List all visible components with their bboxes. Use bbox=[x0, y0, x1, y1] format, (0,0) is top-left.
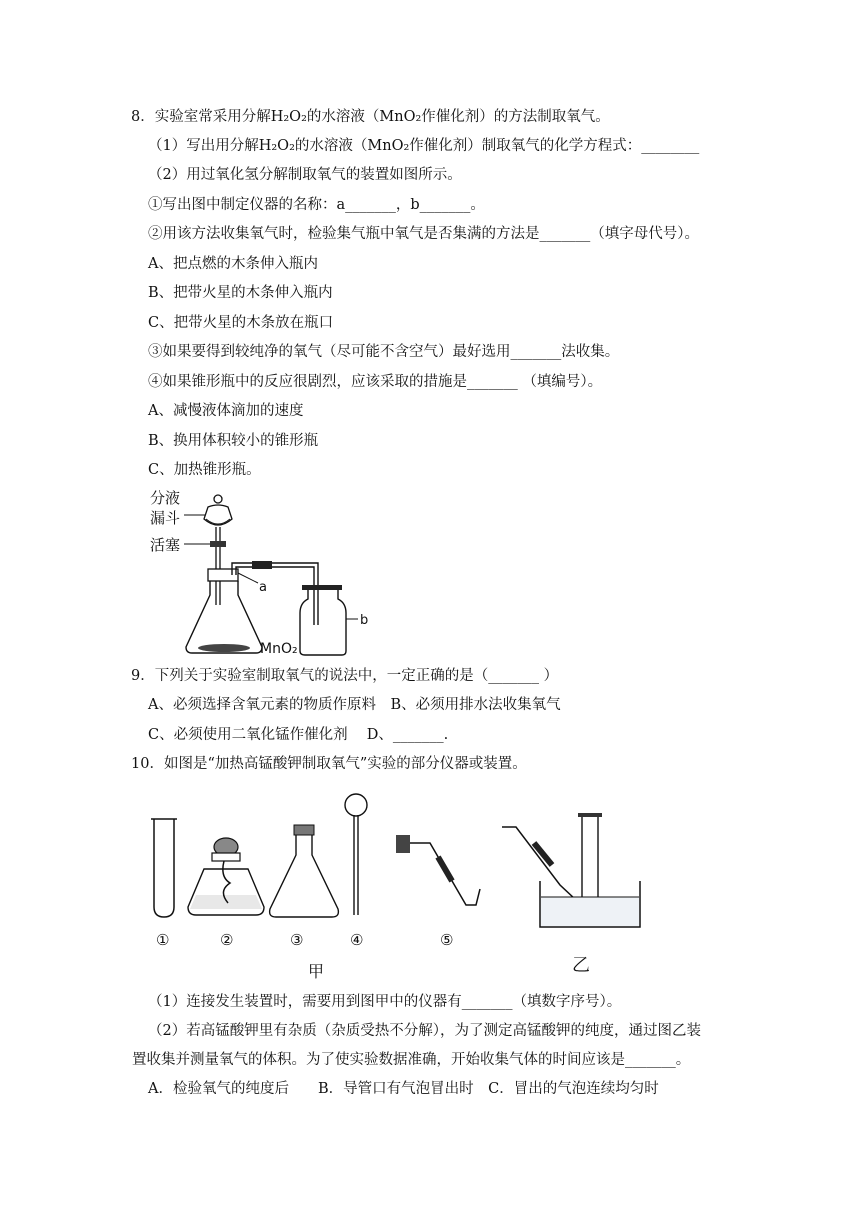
funnel-bulb-4 bbox=[345, 794, 367, 816]
q8-option-a: A、把点燃的木条伸入瓶内 bbox=[148, 256, 318, 272]
conical-flask bbox=[270, 835, 339, 917]
q8-option2-b: B、换用体积较小的锥形瓶 bbox=[148, 433, 319, 449]
rubber-tube bbox=[252, 561, 272, 569]
q8-part2: （2）用过氧化氢分解制取氧气的装置如图所示。 bbox=[148, 167, 462, 183]
trough-water bbox=[541, 897, 639, 926]
stopcock bbox=[210, 541, 226, 547]
q8-option2-a: A、减慢液体滴加的速度 bbox=[148, 403, 304, 419]
erlenmeyer-flask bbox=[186, 581, 262, 653]
oxygen-apparatus-figure bbox=[140, 485, 400, 660]
q9-stem: 9．下列关于实验室制取氧气的说法中，一定正确的是（_______ ） bbox=[131, 668, 559, 684]
lamp-neck bbox=[212, 853, 240, 861]
q8-part2-item4: ④如果锥形瓶中的反应很剧烈，应该采取的措施是_______ （填编号）。 bbox=[148, 374, 603, 390]
flask-stopper-3 bbox=[294, 825, 314, 835]
funnel-stopper bbox=[214, 495, 222, 503]
label-1: ① bbox=[156, 931, 170, 949]
label-2: ② bbox=[220, 931, 234, 949]
mno2-label: MnO₂ bbox=[260, 641, 298, 657]
funnel-label-2: 漏斗 bbox=[150, 509, 181, 527]
q8-option-b: B、把带火星的木条伸入瓶内 bbox=[148, 285, 333, 301]
q9-options-row2: C、必须使用二氧化锰作催化剂 D、_______. bbox=[148, 727, 449, 743]
funnel-label-1: 分液 bbox=[150, 489, 181, 507]
q8-part2-item3: ③如果要得到较纯净的氧气（尽可能不含空气）最好选用_______法收集。 bbox=[148, 344, 620, 360]
label-yi: 乙 bbox=[572, 955, 590, 976]
test-tube bbox=[154, 819, 174, 917]
lamp-alcohol bbox=[190, 895, 262, 909]
label-jia: 甲 bbox=[308, 962, 325, 981]
label-b: b bbox=[360, 613, 369, 628]
label-a: a bbox=[259, 580, 267, 595]
q8-option-c: C、把带火星的木条放在瓶口 bbox=[148, 315, 334, 331]
q10-part2-line1: （2）若高锰酸钾里有杂质（杂质受热不分解），为了测定高锰酸钾的纯度，通过图乙装 bbox=[148, 1023, 701, 1039]
q10-stem: 10．如图是“加热高锰酸钾制取氧气”实验的部分仪器或装置。 bbox=[131, 756, 527, 772]
label-4: ④ bbox=[350, 931, 364, 949]
q9-options-row1: A、必须选择含氧元素的物质作原料 B、必须用排水法收集氧气 bbox=[148, 697, 561, 713]
graduated-cylinder bbox=[582, 815, 598, 905]
cylinder-base bbox=[578, 813, 602, 817]
flask-stopper bbox=[208, 569, 238, 581]
rubber-joint-5 bbox=[438, 857, 452, 881]
funnel-bulb bbox=[204, 505, 232, 525]
mno2-powder bbox=[198, 644, 250, 652]
instruments-svg bbox=[140, 785, 660, 985]
q10-part1: （1）连接发生装置时，需要用到图甲中的仪器有_______（填数字序号）。 bbox=[148, 994, 622, 1010]
q8-stem: 8．实验室常采用分解H₂O₂的水溶液（MnO₂作催化剂）的方法制取氧气。 bbox=[131, 109, 610, 125]
bottle-glass-plate bbox=[302, 585, 342, 590]
q8-part2-item2: ②用该方法收集氧气时，检验集气瓶中氧气是否集满的方法是_______（填字母代号）。 bbox=[148, 226, 699, 242]
q10-options: A．检验氧气的纯度后 B．导管口有气泡冒出时 C．冒出的气泡连续均匀时 bbox=[148, 1081, 659, 1097]
q8-option2-c: C、加热锥形瓶。 bbox=[148, 462, 261, 478]
q8-part2-item1: ①写出图中制定仪器的名称：a_______，b_______。 bbox=[148, 197, 485, 213]
delivery-tube-outer bbox=[232, 563, 318, 625]
q8-part1: （1）写出用分解H₂O₂的水溶液（MnO₂作催化剂）制取氧气的化学方程式：________ bbox=[148, 138, 700, 154]
gas-collecting-bottle bbox=[300, 590, 346, 655]
stopper-5 bbox=[396, 835, 410, 853]
q10-part2-line2: 置收集并测量氧气的体积。为了使实验数据准确，开始收集气体的时间应该是_______。 bbox=[132, 1052, 691, 1068]
oxygen-apparatus-svg bbox=[140, 485, 400, 660]
label-5: ⑤ bbox=[440, 931, 454, 949]
stopcock-label: 活塞 bbox=[150, 536, 181, 554]
label-a-pointer bbox=[238, 573, 258, 583]
instruments-figure bbox=[140, 785, 660, 985]
label-3: ③ bbox=[290, 931, 304, 949]
